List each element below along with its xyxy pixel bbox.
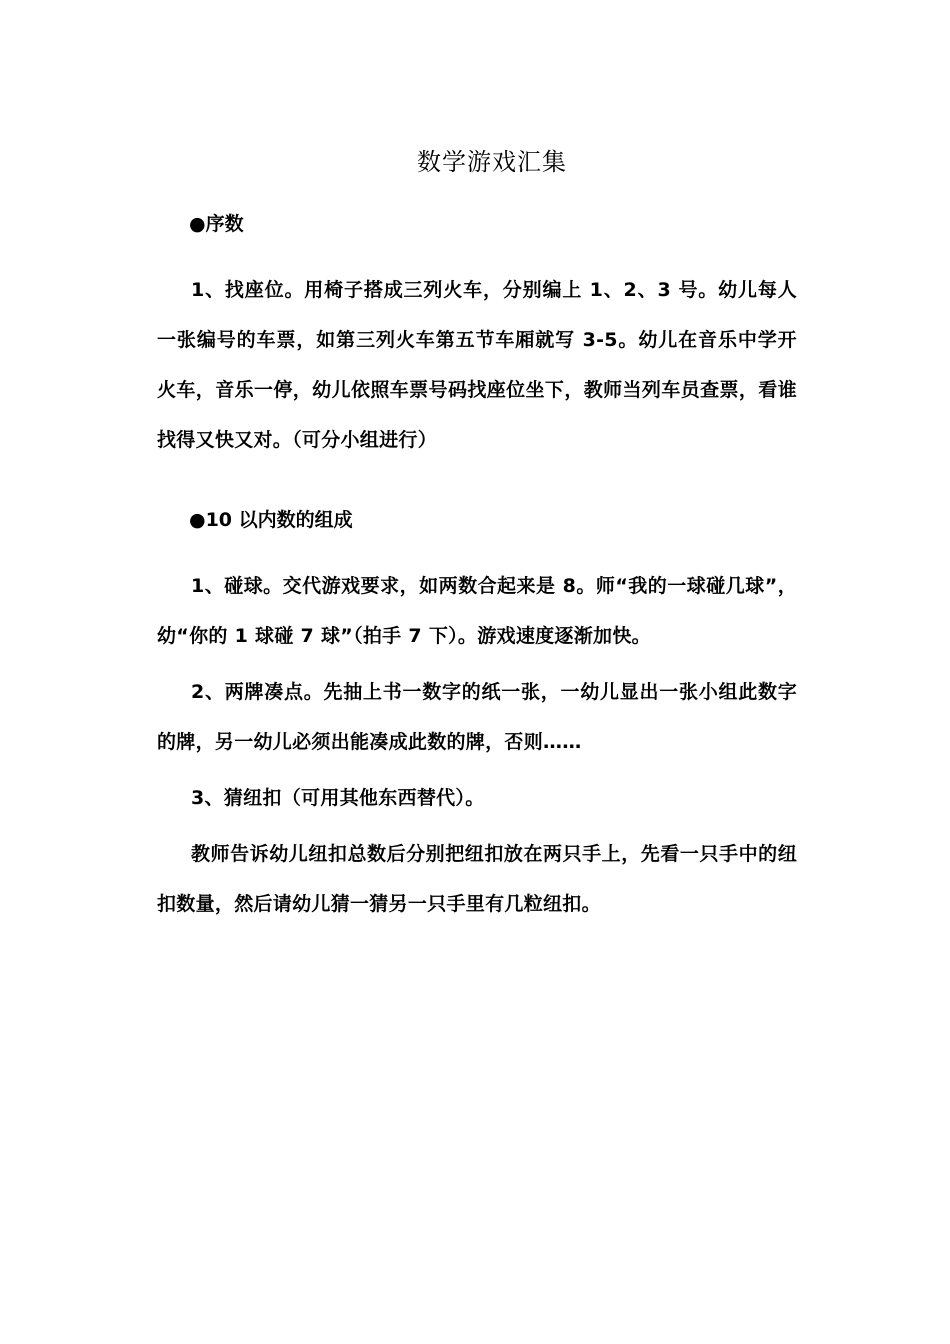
section-heading: ●10 以内数的组成 bbox=[189, 509, 353, 531]
paragraph: 2、两牌凑点。先抽上书一数字的纸一张，一幼儿显出一张小组此数字的牌，另一幼儿必须出能凑成此数的牌，否则…… bbox=[157, 681, 797, 753]
section-heading: ●序数 bbox=[189, 213, 244, 235]
document-title: 数学游戏汇集 bbox=[417, 148, 567, 176]
paragraph: 1、找座位。用椅子搭成三列火车，分别编上 1、2、3 号。幼儿每人一张编号的车票，如第三列火车第五节车厢就写 3-5。幼儿在音乐中学开火车，音乐一停，幼儿依照车票号码找座位坐下，教师当列车员查票，看谁找得又快又对。（可分小组进行） bbox=[157, 279, 797, 451]
paragraph: 1、碰球。交代游戏要求，如两数合起来是 8。师“我的一球碰几球”，幼“你的 1 球碰 7 球”（拍手 7 下）。游戏速度逐渐加快。 bbox=[157, 575, 797, 647]
document-body bbox=[157, 205, 797, 929]
paragraph: 3、猜纽扣（可用其他东西替代）。 bbox=[191, 787, 485, 809]
section-number-composition bbox=[157, 501, 797, 929]
section-ordinal-numbers bbox=[157, 205, 797, 465]
paragraph: 教师告诉幼儿纽扣总数后分别把纽扣放在两只手上，先看一只手中的纽扣数量，然后请幼儿猜一猜另一只手里有几粒纽扣。 bbox=[157, 843, 797, 915]
